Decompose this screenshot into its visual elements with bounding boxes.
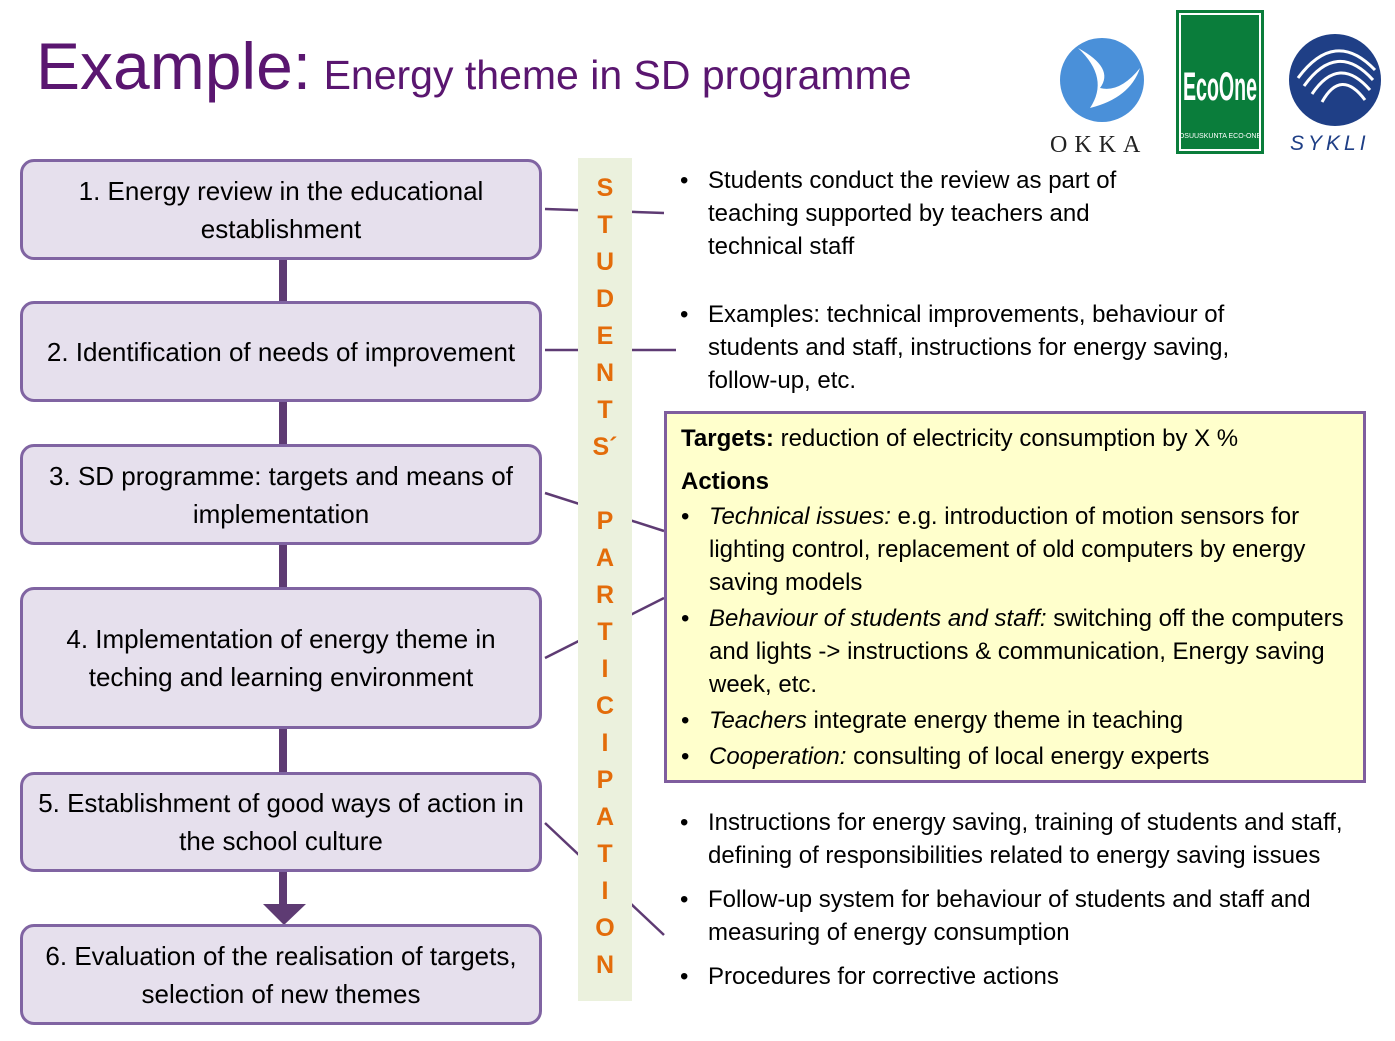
flow-connector <box>279 728 287 773</box>
step-evaluation: 6. Evaluation of the realisation of targets, selection of new themes <box>20 924 542 1025</box>
step-implementation: 4. Implementation of energy theme in teching and learning environment <box>20 587 542 729</box>
targets-text: reduction of electricity consumption by X % <box>780 425 1239 452</box>
flow-connector <box>279 401 287 445</box>
notes-review <box>680 164 1180 263</box>
step-identification-needs: 2. Identification of needs of improvement <box>20 301 542 402</box>
action-item-text: e.g. introduction of motion sensors for lighting control, replacement of old computers by energy saving models <box>709 503 1306 596</box>
title-sub: Energy theme in SD programme <box>323 52 912 98</box>
actions-list <box>681 500 1349 773</box>
step-energy-review: 1. Energy review in the educational establishment <box>20 159 542 260</box>
note-item: • Examples: technical improvements, behaviour of students and staff, instructions for energy saving, follow-up, etc. <box>680 298 1280 397</box>
actions-label: Actions <box>681 468 770 495</box>
okka-label: OKKA <box>1050 132 1148 158</box>
step-sd-programme: 3. SD programme: targets and means of implementation <box>20 444 542 545</box>
note-item: • Procedures for corrective actions <box>680 960 1360 993</box>
note-item: • Students conduct the review as part of teaching supported by teachers and technical staff <box>680 164 1180 263</box>
sykli-label: SYKLI <box>1290 132 1370 155</box>
notes-culture <box>680 806 1360 993</box>
flow-connector <box>279 871 287 906</box>
action-item-label: Cooperation: <box>709 743 847 770</box>
participation-letters: S T U D E N T S´ P A R T I C I P A T I O N <box>592 174 618 979</box>
step-establishment: 5. Establishment of good ways of action in the school culture <box>20 772 542 872</box>
title-main: Example: <box>36 29 312 103</box>
students-participation-bar <box>578 158 632 1001</box>
targets-actions-box <box>664 411 1366 783</box>
action-item-text: consulting of local energy experts <box>853 743 1210 770</box>
ecoone-mark: EcoOne <box>1183 65 1257 109</box>
flow-connector <box>279 544 287 588</box>
flow-connector <box>279 259 287 302</box>
targets-line <box>681 422 1349 455</box>
action-item <box>681 602 1349 701</box>
action-item <box>681 500 1349 599</box>
action-item-label: Behaviour of students and staff: <box>709 605 1047 632</box>
note-item: • Instructions for energy saving, training of students and staff, defining of responsibilities related to energy saving issues <box>680 806 1360 872</box>
action-item-text: integrate energy theme in teaching <box>813 707 1184 734</box>
arrow-down-icon <box>263 904 306 925</box>
action-item <box>681 740 1349 773</box>
action-item-label: Teachers <box>709 707 807 734</box>
ecoone-caption: OSUUSKUNTA ECO-ONE <box>1178 133 1262 140</box>
action-item-text: switching off the computers and lights -> instructions & communication, Energy saving week, etc. <box>709 605 1344 698</box>
notes-needs <box>680 298 1280 397</box>
targets-label: Targets: <box>681 425 774 452</box>
action-item <box>681 704 1349 737</box>
note-item: • Follow-up system for behaviour of students and staff and measuring of energy consumption <box>680 883 1360 949</box>
action-item-label: Technical issues: <box>709 503 891 530</box>
